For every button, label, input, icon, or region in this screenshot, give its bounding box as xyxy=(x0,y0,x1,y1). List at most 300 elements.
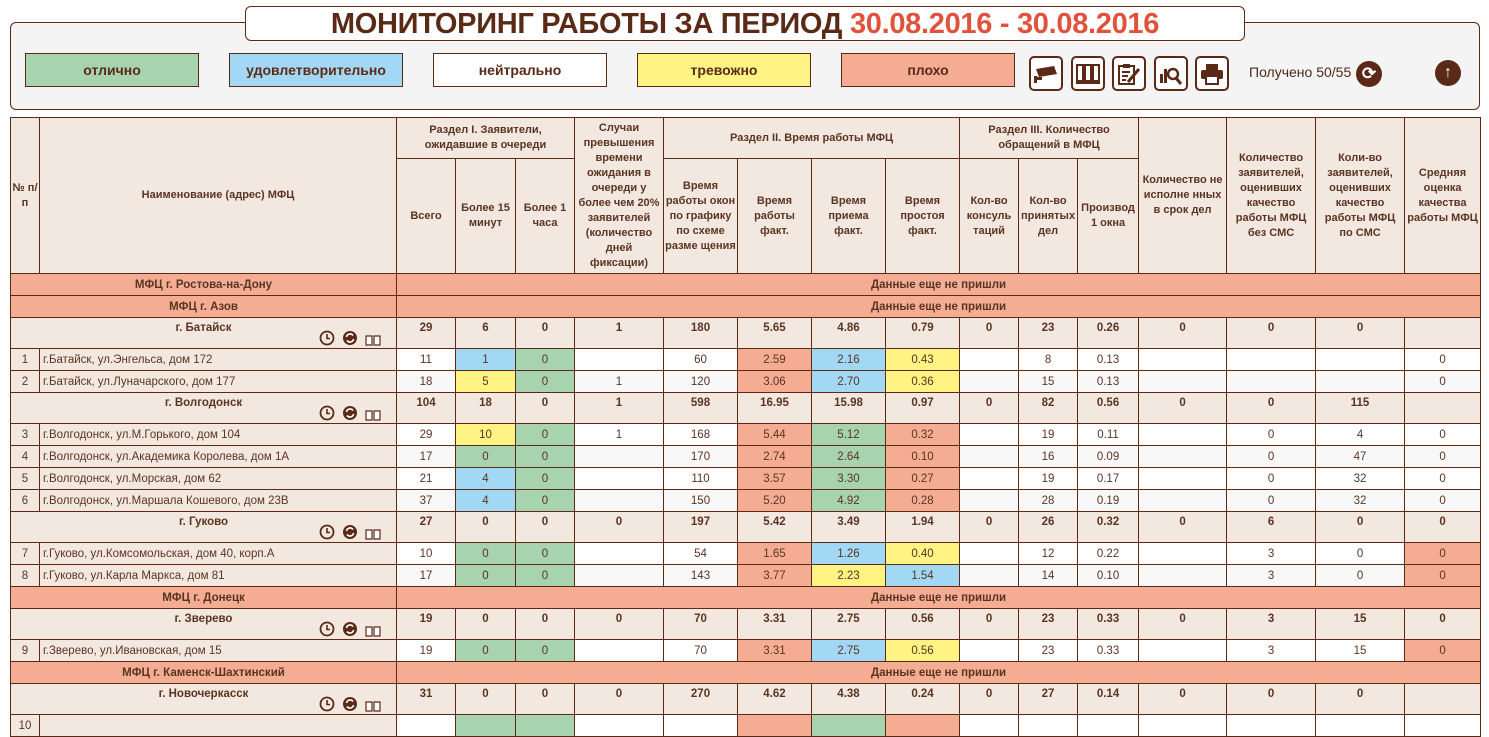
data-cell: 0.33 xyxy=(1078,640,1139,662)
row-number: 6 xyxy=(11,490,40,512)
table-row xyxy=(11,349,1481,371)
data-cell xyxy=(960,640,1019,662)
address[interactable]: г.Волгодонск, ул.М.Горького, дом 104 xyxy=(40,424,397,446)
header-accepted: Кол-во принятых дел xyxy=(1019,159,1078,274)
city-name-text: г. Гуково xyxy=(178,516,229,528)
subtotal-row xyxy=(11,609,1481,640)
header-overdue: Количество не исполне нных в срок дел xyxy=(1139,118,1227,274)
data-cell: 0.36 xyxy=(886,371,960,393)
data-cell: 70 xyxy=(664,640,738,662)
subtotal-row xyxy=(11,684,1481,715)
subtotal-cell: 6 xyxy=(1227,512,1316,543)
data-cell: 0 xyxy=(1227,490,1316,512)
data-cell: 0.32 xyxy=(886,424,960,446)
data-cell: 0 xyxy=(1227,468,1316,490)
subtotal-cell: 3.49 xyxy=(812,512,886,543)
book-icon[interactable] xyxy=(365,625,381,637)
refresh-icon[interactable]: ⟳ xyxy=(1356,61,1382,87)
address[interactable]: г.Зверево, ул.Ивановская, дом 15 xyxy=(40,640,397,662)
data-cell: 10 xyxy=(397,543,456,565)
data-cell: 15 xyxy=(1019,371,1078,393)
subtotal-cell: 29 xyxy=(397,318,456,349)
table-row xyxy=(11,371,1481,393)
subtotal-cell: 0 xyxy=(516,393,575,424)
data-cell: 0.09 xyxy=(1078,446,1139,468)
book-icon[interactable] xyxy=(365,700,381,712)
data-cell: 12 xyxy=(1019,543,1078,565)
data-cell: 0.22 xyxy=(1078,543,1139,565)
refresh-icon[interactable] xyxy=(342,621,358,637)
subtotal-cell: 0 xyxy=(456,684,516,715)
group-row xyxy=(11,296,1481,318)
subtotal-cell: 27 xyxy=(397,512,456,543)
subtotal-cell: 3 xyxy=(1227,609,1316,640)
group-name[interactable]: МФЦ г. Каменск-Шахтинский xyxy=(11,662,397,684)
data-cell: 1.54 xyxy=(886,565,960,587)
print-button[interactable] xyxy=(1195,56,1229,91)
refresh-icon[interactable] xyxy=(342,330,358,346)
address[interactable]: г.Волгодонск, ул.Маршала Кошевого, дом 23В xyxy=(40,490,397,512)
data-cell: 3.57 xyxy=(738,468,812,490)
subtotal-cell: 0 xyxy=(1316,684,1405,715)
data-cell: 47 xyxy=(1316,446,1405,468)
header-work: Время работы факт. xyxy=(738,159,812,274)
data-cell: 0 xyxy=(456,543,516,565)
data-cell: 5.12 xyxy=(812,424,886,446)
data-cell: 37 xyxy=(397,490,456,512)
monitoring-table xyxy=(10,117,1481,737)
row-number: 4 xyxy=(11,446,40,468)
legend-neutral: нейтрально xyxy=(433,53,607,87)
subtotal-cell: 0 xyxy=(456,609,516,640)
data-cell xyxy=(575,640,664,662)
page-title xyxy=(245,6,1245,41)
subtotal-cell: 0 xyxy=(960,318,1019,349)
data-cell: 0.56 xyxy=(886,640,960,662)
city-name-text: г. Волгодонск xyxy=(164,397,243,409)
address[interactable]: г.Волгодонск, ул.Академика Королева, дом 1А xyxy=(40,446,397,468)
data-cell xyxy=(575,349,664,371)
subtotal-cell: 0 xyxy=(1227,318,1316,349)
data-cell xyxy=(1139,640,1227,662)
table-row xyxy=(11,446,1481,468)
data-cell xyxy=(575,543,664,565)
data-cell: 0 xyxy=(516,640,575,662)
data-cell xyxy=(575,565,664,587)
data-cell: 17 xyxy=(397,565,456,587)
data-cell: 0.10 xyxy=(886,446,960,468)
header-no: № п/п xyxy=(11,118,40,274)
subtotal-cell: 0.24 xyxy=(886,684,960,715)
data-cell: 0.17 xyxy=(1078,468,1139,490)
data-cell: 0 xyxy=(1405,468,1481,490)
data-cell: 3 xyxy=(1227,565,1316,587)
table-row xyxy=(11,490,1481,512)
data-cell xyxy=(1139,565,1227,587)
data-cell xyxy=(960,468,1019,490)
subtotal-cell: 31 xyxy=(397,684,456,715)
subtotal-cell: 0 xyxy=(960,609,1019,640)
data-cell: 29 xyxy=(397,424,456,446)
subtotal-cell: 0 xyxy=(1405,609,1481,640)
data-cell: 5.44 xyxy=(738,424,812,446)
data-cell: 23 xyxy=(1019,640,1078,662)
subtotal-cell: 4.86 xyxy=(812,318,886,349)
legend-excellent: отлично xyxy=(25,53,199,87)
table-row xyxy=(11,640,1481,662)
header-name: Наименование (адрес) МФЦ xyxy=(40,118,397,274)
header-over1h: Более 1 часа xyxy=(516,159,575,274)
subtotal-cell: 1 xyxy=(575,318,664,349)
data-cell: 2.75 xyxy=(812,640,886,662)
address[interactable]: г.Волгодонск, ул.Морская, дом 62 xyxy=(40,468,397,490)
subtotal-cell: 0 xyxy=(960,684,1019,715)
address[interactable]: г.Гуково, ул.Карла Маркса, дом 81 xyxy=(40,565,397,587)
subtotal-cell: 0 xyxy=(516,512,575,543)
subtotal-cell: 270 xyxy=(664,684,738,715)
row-number: 3 xyxy=(11,424,40,446)
data-cell xyxy=(575,468,664,490)
subtotal-cell: 0 xyxy=(1139,609,1227,640)
subtotal-cell: 6 xyxy=(456,318,516,349)
data-cell: 0.43 xyxy=(886,349,960,371)
data-cell: 3.30 xyxy=(812,468,886,490)
subtotal-cell: 0 xyxy=(960,512,1019,543)
subtotal-cell: 197 xyxy=(664,512,738,543)
subtotal-cell: 0 xyxy=(1139,684,1227,715)
data-cell: 0 xyxy=(1405,446,1481,468)
data-cell: 4 xyxy=(456,468,516,490)
data-cell: 28 xyxy=(1019,490,1078,512)
subtotal-cell: 0.14 xyxy=(1078,684,1139,715)
address[interactable]: г.Батайск, ул.Луначарского, дом 177 xyxy=(40,371,397,393)
camera-icon xyxy=(1033,63,1059,85)
subtotal-cell: 0.26 xyxy=(1078,318,1139,349)
data-cell: 19 xyxy=(1019,468,1078,490)
camera-button[interactable] xyxy=(1029,56,1063,91)
data-cell: 10 xyxy=(456,424,516,446)
data-cell: 0 xyxy=(456,565,516,587)
subtotal-cell: 0 xyxy=(1139,318,1227,349)
subtotal-cell: 0 xyxy=(1227,393,1316,424)
row-number: 9 xyxy=(11,640,40,662)
group-row xyxy=(11,662,1481,684)
city-name-text: г. Батайск xyxy=(175,322,232,334)
data-cell: 0 xyxy=(516,349,575,371)
data-cell: 0 xyxy=(1405,490,1481,512)
legend-bad: плохо xyxy=(841,53,1015,87)
data-cell xyxy=(1139,446,1227,468)
subtotal-cell: 0.97 xyxy=(886,393,960,424)
data-cell: 0 xyxy=(456,446,516,468)
header-idle: Время простоя факт. xyxy=(886,159,960,274)
subtotal-cell: 115 xyxy=(1316,393,1405,424)
data-cell: 0 xyxy=(1316,565,1405,587)
data-cell: 15 xyxy=(1316,640,1405,662)
group-row xyxy=(11,274,1481,296)
data-cell: 19 xyxy=(397,640,456,662)
header-rated-nosms: Количество заявителей, оценивших качество работы МФЦ без СМС xyxy=(1227,118,1316,274)
table-row xyxy=(11,565,1481,587)
data-cell: 0 xyxy=(1405,640,1481,662)
header-recv: Время приема факт. xyxy=(812,159,886,274)
address[interactable]: г.Батайск, ул.Энгельса, дом 172 xyxy=(40,349,397,371)
subtotal-row xyxy=(11,512,1481,543)
subtotal-cell: 70 xyxy=(664,609,738,640)
legend-satisfactory: удовлетворительно xyxy=(229,53,403,87)
data-cell xyxy=(1139,490,1227,512)
data-cell: 1.26 xyxy=(812,543,886,565)
row-number: 5 xyxy=(11,468,40,490)
subtotal-cell: 19 xyxy=(397,609,456,640)
subtotal-cell: 0.79 xyxy=(886,318,960,349)
book-icon[interactable] xyxy=(365,528,381,540)
title-text: МОНИТОРИНГ РАБОТЫ ЗА ПЕРИОД xyxy=(330,8,843,40)
data-cell: 19 xyxy=(1019,424,1078,446)
subtotal-cell: 0.56 xyxy=(1078,393,1139,424)
subtotal-cell: 15 xyxy=(1316,609,1405,640)
header-section1: Раздел I. Заявители, ожидавшие в очереди xyxy=(397,118,575,159)
data-cell: 0 xyxy=(516,543,575,565)
data-cell: 18 xyxy=(397,371,456,393)
data-cell: 0 xyxy=(1316,543,1405,565)
scroll-top-icon[interactable]: ↑ xyxy=(1435,60,1461,86)
address[interactable]: г.Гуково, ул.Комсомольская, дом 40, корп.А xyxy=(40,543,397,565)
subtotal-cell: 26 xyxy=(1019,512,1078,543)
binders-button[interactable] xyxy=(1071,56,1105,91)
subtotal-cell: 0 xyxy=(456,512,516,543)
clock-icon[interactable] xyxy=(319,330,335,346)
table-row xyxy=(11,468,1481,490)
data-cell: 120 xyxy=(664,371,738,393)
book-icon[interactable] xyxy=(365,409,381,421)
header-avg: Средняя оценка качества работы МФЦ xyxy=(1405,118,1481,274)
chart-search-icon xyxy=(1158,62,1184,86)
header-consult: Кол-во консуль таций xyxy=(960,159,1019,274)
subtotal-row xyxy=(11,318,1481,349)
data-cell xyxy=(1139,349,1227,371)
data-cell: 110 xyxy=(664,468,738,490)
row-number: 7 xyxy=(11,543,40,565)
subtotal-cell: 0 xyxy=(1405,512,1481,543)
title-period: 30.08.2016 - 30.08.2016 xyxy=(849,8,1160,40)
data-cell: 0 xyxy=(516,446,575,468)
row-number: 2 xyxy=(11,371,40,393)
data-cell: 2.16 xyxy=(812,349,886,371)
header-total: Всего xyxy=(397,159,456,274)
subtotal-cell: 3.31 xyxy=(738,609,812,640)
group-name[interactable]: МФЦ г. Ростова-на-Дону xyxy=(11,274,397,296)
received-status: Получено 50/55 xyxy=(1249,64,1352,80)
header-rated-sms: Коли-во заявителей, оценивших качество работы МФЦ по СМС xyxy=(1316,118,1405,274)
subtotal-cell: 27 xyxy=(1019,684,1078,715)
data-cell xyxy=(1139,468,1227,490)
data-cell: 0 xyxy=(1405,565,1481,587)
subtotal-cell: 23 xyxy=(1019,318,1078,349)
data-cell: 0.28 xyxy=(886,490,960,512)
city-name[interactable] xyxy=(11,393,397,424)
subtotal-cell: 82 xyxy=(1019,393,1078,424)
subtotal-cell: 1 xyxy=(575,393,664,424)
no-data-message: Данные еще не пришли xyxy=(397,274,1481,296)
book-icon[interactable] xyxy=(365,334,381,346)
subtotal-cell: 0 xyxy=(1316,318,1405,349)
data-cell: 1 xyxy=(575,371,664,393)
data-cell: 0.27 xyxy=(886,468,960,490)
data-cell: 3 xyxy=(1227,640,1316,662)
no-data-message: Данные еще не пришли xyxy=(397,662,1481,684)
table-row xyxy=(11,543,1481,565)
subtotal-cell: 0 xyxy=(960,393,1019,424)
clock-icon[interactable] xyxy=(319,696,335,712)
refresh-icon[interactable] xyxy=(342,524,358,540)
subtotal-cell: 2.75 xyxy=(812,609,886,640)
subtotal-cell: 23 xyxy=(1019,609,1078,640)
refresh-icon[interactable] xyxy=(342,696,358,712)
data-cell: 0 xyxy=(1405,349,1481,371)
data-cell: 143 xyxy=(664,565,738,587)
data-cell xyxy=(1227,371,1316,393)
row-number: 10 xyxy=(11,715,40,737)
data-cell xyxy=(960,349,1019,371)
header-cases: Случаи превышения времени ожидания в очереди у более чем 20% заявителей (количество дней фиксации) xyxy=(575,118,664,274)
data-cell xyxy=(575,490,664,512)
data-cell: 0.11 xyxy=(1078,424,1139,446)
subtotal-cell xyxy=(1405,393,1481,424)
subtotal-cell: 598 xyxy=(664,393,738,424)
data-cell: 0 xyxy=(516,565,575,587)
header-section2: Раздел II. Время работы МФЦ xyxy=(664,118,960,159)
subtotal-cell: 0.56 xyxy=(886,609,960,640)
data-cell: 21 xyxy=(397,468,456,490)
group-name[interactable]: МФЦ г. Донецк xyxy=(11,587,397,609)
header-over15: Более 15 минут xyxy=(456,159,516,274)
clock-icon[interactable] xyxy=(319,524,335,540)
data-cell: 3 xyxy=(1227,543,1316,565)
subtotal-cell: 18 xyxy=(456,393,516,424)
data-cell xyxy=(1316,371,1405,393)
data-cell: 168 xyxy=(664,424,738,446)
subtotal-cell: 4.62 xyxy=(738,684,812,715)
data-cell: 3.77 xyxy=(738,565,812,587)
data-cell xyxy=(575,446,664,468)
data-cell: 0.19 xyxy=(1078,490,1139,512)
refresh-icon[interactable] xyxy=(342,405,358,421)
data-cell xyxy=(960,490,1019,512)
data-cell xyxy=(960,446,1019,468)
header-section3: Раздел III. Количество обращений в МФЦ xyxy=(960,118,1139,159)
data-cell xyxy=(960,371,1019,393)
data-cell: 3.06 xyxy=(738,371,812,393)
data-cell: 2.59 xyxy=(738,349,812,371)
clock-icon[interactable] xyxy=(319,621,335,637)
subtotal-cell: 0 xyxy=(1316,512,1405,543)
data-cell xyxy=(1139,371,1227,393)
data-cell: 0.40 xyxy=(886,543,960,565)
analytics-button[interactable] xyxy=(1154,56,1188,91)
city-name[interactable] xyxy=(11,512,397,543)
data-cell: 32 xyxy=(1316,490,1405,512)
data-cell: 170 xyxy=(664,446,738,468)
city-name-text: г. Новочеркасск xyxy=(158,688,249,700)
clipboard-button[interactable] xyxy=(1112,56,1146,91)
data-cell: 150 xyxy=(664,490,738,512)
data-cell: 11 xyxy=(397,349,456,371)
group-name[interactable]: МФЦ г. Азов xyxy=(11,296,397,318)
data-cell: 2.74 xyxy=(738,446,812,468)
subtotal-cell: 1.94 xyxy=(886,512,960,543)
data-cell xyxy=(960,543,1019,565)
data-cell: 1 xyxy=(456,349,516,371)
data-cell: 0 xyxy=(1227,446,1316,468)
data-cell: 14 xyxy=(1019,565,1078,587)
subtotal-cell: 0 xyxy=(516,609,575,640)
data-cell: 5 xyxy=(456,371,516,393)
data-cell: 0 xyxy=(1227,424,1316,446)
city-name[interactable] xyxy=(11,684,397,715)
data-cell xyxy=(1316,349,1405,371)
data-cell: 0 xyxy=(516,468,575,490)
data-cell: 32 xyxy=(1316,468,1405,490)
subtotal-cell: 15.98 xyxy=(812,393,886,424)
table-row xyxy=(11,424,1481,446)
subtotal-cell: 0 xyxy=(516,684,575,715)
subtotal-row xyxy=(11,393,1481,424)
row-number: 8 xyxy=(11,565,40,587)
data-cell xyxy=(1227,349,1316,371)
subtotal-cell: 0 xyxy=(1139,393,1227,424)
city-name[interactable] xyxy=(11,609,397,640)
subtotal-cell: 0 xyxy=(1139,512,1227,543)
data-cell: 0 xyxy=(516,490,575,512)
data-cell: 0 xyxy=(516,371,575,393)
data-cell: 2.64 xyxy=(812,446,886,468)
city-name-text: г. Зверево xyxy=(174,613,233,625)
data-cell: 60 xyxy=(664,349,738,371)
subtotal-cell: 104 xyxy=(397,393,456,424)
data-cell xyxy=(1139,424,1227,446)
data-cell: 0.10 xyxy=(1078,565,1139,587)
subtotal-cell xyxy=(1405,318,1481,349)
data-cell: 0 xyxy=(1405,424,1481,446)
subtotal-cell: 0 xyxy=(1227,684,1316,715)
data-cell: 0 xyxy=(1405,371,1481,393)
subtotal-cell: 5.65 xyxy=(738,318,812,349)
data-cell: 4 xyxy=(1316,424,1405,446)
data-cell: 4.92 xyxy=(812,490,886,512)
group-row xyxy=(11,587,1481,609)
data-cell: 16 xyxy=(1019,446,1078,468)
clipboard-edit-icon xyxy=(1116,62,1142,86)
data-cell: 2.23 xyxy=(812,565,886,587)
data-cell: 5.20 xyxy=(738,490,812,512)
data-cell: 2.70 xyxy=(812,371,886,393)
subtotal-cell: 180 xyxy=(664,318,738,349)
data-cell: 4 xyxy=(456,490,516,512)
data-cell: 1 xyxy=(575,424,664,446)
subtotal-cell: 0 xyxy=(575,512,664,543)
data-cell xyxy=(1139,543,1227,565)
data-cell: 0 xyxy=(456,640,516,662)
row-number: 1 xyxy=(11,349,40,371)
city-name[interactable] xyxy=(11,318,397,349)
subtotal-cell: 0.33 xyxy=(1078,609,1139,640)
subtotal-cell: 0 xyxy=(516,318,575,349)
data-cell: 0.13 xyxy=(1078,371,1139,393)
data-cell: 17 xyxy=(397,446,456,468)
data-cell: 0.13 xyxy=(1078,349,1139,371)
clock-icon[interactable] xyxy=(319,405,335,421)
